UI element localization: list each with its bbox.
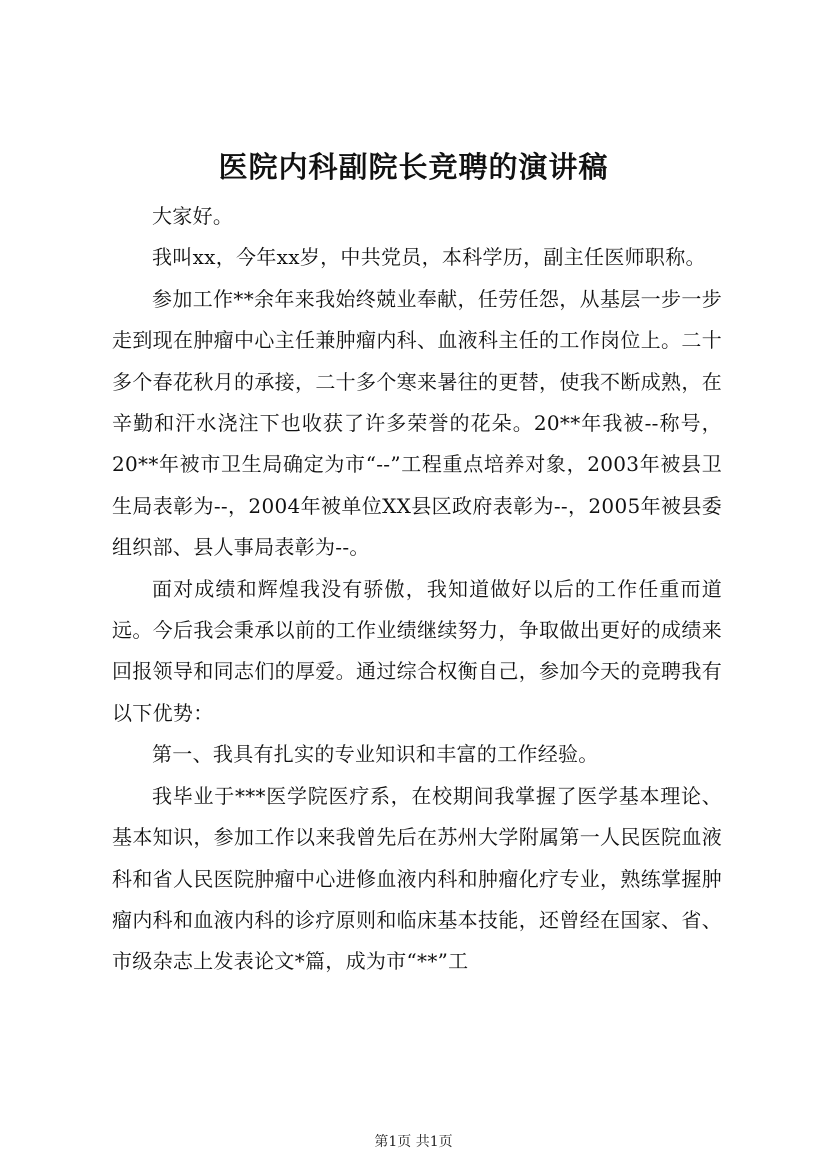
page-footer: 第1页 共1页: [374, 1134, 453, 1150]
document-body: [112, 196, 722, 983]
paragraph-advantage-heading: 第一、我具有扎实的专业知识和丰富的工作经验。: [152, 742, 599, 767]
paragraph-future-outlook: 面对成绩和辉煌我没有骄傲，我知道做好以后的工作任重而道远。今后我会秉承以前的工作业绩继续努力，争取做出更好的成绩来回报领导和同志们的厚爱。通过综合权衡自己，参加今天的竞聘我有以下优势：: [112, 576, 722, 725]
paragraph-introduction: 我叫xx，今年xx岁，中共党员，本科学历，副主任医师职称。: [152, 245, 706, 270]
paragraph-greeting: 大家好。: [152, 204, 234, 228]
document-title: 医院内科副院长竞聘的演讲稿: [218, 150, 609, 184]
paragraph-education-background: 我毕业于***医学院医疗系，在校期间我掌握了医学基本理论、基本知识，参加工作以来我曾先后在苏州大学附属第一人民医院血液科和省人民医院肿瘤中心进修血液内科和肿瘤化疗专业，熟练掌握肿瘤内科和血液内科的诊疗原则和临床基本技能，还曾经在国家、省、市级杂志上发表论文*篇，成为市“**”工: [112, 783, 722, 974]
paragraph-career-history: 参加工作**余年来我始终兢业奉献，任劳任怨，从基层一步一步走到现在肿瘤中心主任兼肿瘤内科、血液科主任的工作岗位上。二十多个春花秋月的承接，二十多个寒来暑往的更替，使我不断成熟，在辛勤和汗水浇注下也收获了许多荣誉的花朵。20**年我被--称号，20**年被市卫生局确定为市“--”工程重点培养对象，2003年被县卫生局表彰为--，2004年被单位XX县区政府表彰为--，2005年被县委组织部、县人事局表彰为--。: [112, 286, 722, 560]
